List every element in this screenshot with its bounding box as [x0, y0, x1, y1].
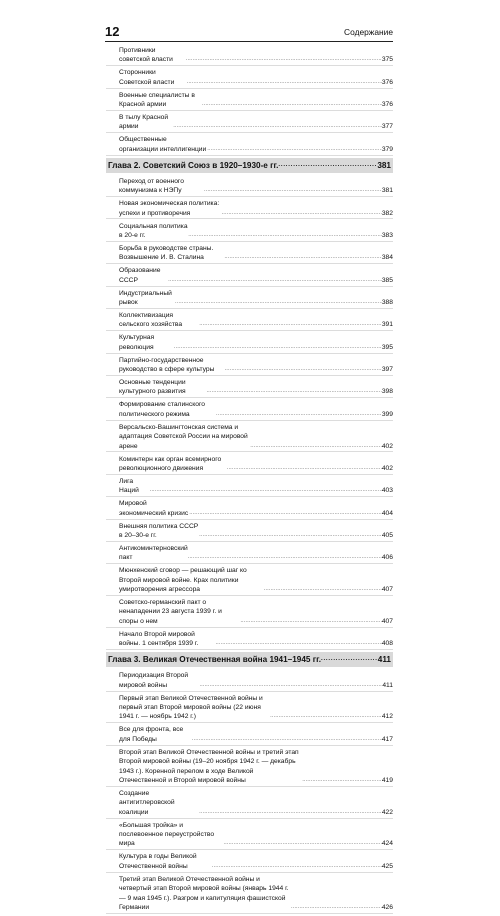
- dot-leader: [216, 410, 382, 419]
- entry-page: 379: [381, 145, 393, 153]
- dot-leader: [199, 808, 382, 817]
- toc-entry[interactable]: [106, 821, 393, 851]
- toc-entry[interactable]: [106, 199, 393, 219]
- chapter-page: 411: [377, 655, 391, 665]
- entry-page: 411: [382, 681, 393, 689]
- dot-leader: [168, 276, 382, 285]
- toc-entry[interactable]: [106, 311, 393, 331]
- entry-title: Культура в годы Великой Отечественной войны: [119, 853, 197, 870]
- dot-leader: [189, 509, 382, 518]
- dot-leader: [192, 735, 382, 744]
- dot-leader: [200, 681, 383, 690]
- toc-entry[interactable]: [106, 725, 393, 745]
- entry-page: 395: [381, 343, 393, 351]
- page-number: 12: [105, 24, 120, 39]
- entry-title: Коминтерн как орган всемирного революционного движения: [119, 455, 222, 472]
- dot-leader: [216, 639, 382, 648]
- toc-entry[interactable]: [106, 423, 393, 453]
- entry-page: 412: [381, 713, 393, 721]
- dot-leader: [224, 253, 381, 262]
- dot-leader: [250, 442, 381, 451]
- entry-page: 391: [381, 321, 393, 329]
- entry-title: Формирование сталинского политического режима: [119, 401, 205, 418]
- entry-page: 417: [381, 735, 393, 743]
- entry-page: 406: [381, 554, 393, 562]
- table-of-contents: [106, 46, 393, 916]
- entry-page: 385: [381, 276, 393, 284]
- dot-leader: [225, 365, 382, 374]
- toc-entry[interactable]: [106, 544, 393, 564]
- entry-title: Третий этап Великой Отечественной войны и четвертый этап Второй мировой войны (январь 1944 г. — 9 мая 1945 г.). Разгром и капитуляция фашистской Германии: [119, 875, 289, 911]
- toc-entry[interactable]: [106, 694, 393, 724]
- dot-leader: [204, 186, 382, 195]
- dot-leader: [174, 343, 382, 352]
- dot-leader: [207, 145, 381, 154]
- entry-title: Антикоминтерновский пакт: [119, 544, 188, 562]
- toc-entry[interactable]: [106, 671, 393, 691]
- toc-entry[interactable]: [106, 852, 393, 872]
- entry-title: Образование СССР: [119, 267, 161, 284]
- entry-page: 425: [381, 862, 393, 870]
- dot-leader: [175, 298, 382, 307]
- entry-page: 405: [381, 532, 393, 539]
- page-header: [105, 24, 393, 42]
- toc-entry[interactable]: [106, 135, 393, 155]
- entry-page: 383: [381, 231, 393, 239]
- dot-leader: [278, 160, 377, 171]
- dot-leader: [264, 585, 382, 594]
- toc-entry[interactable]: [106, 400, 393, 420]
- dot-leader: [270, 712, 382, 721]
- entry-page: 382: [381, 209, 393, 217]
- entry-page: 377: [381, 123, 393, 131]
- toc-entry[interactable]: [106, 113, 393, 133]
- entry-title: Второй этап Великой Отечественной войны и третий этап Второй мировой войны (19–20 ноября 1942 г. — декабрь 1943 г.). Коренной перелом в ходе Великой Отечественной и Второй мировой войны: [119, 748, 299, 784]
- entry-page: 404: [381, 509, 393, 517]
- entry-page: 388: [381, 299, 393, 306]
- entry-title: Социальная политика в 20-е гг.: [119, 222, 188, 239]
- entry-page: 381: [381, 187, 393, 195]
- dot-leader: [199, 531, 382, 540]
- dot-leader: [212, 862, 382, 871]
- dot-leader: [222, 209, 382, 218]
- entry-title: Основные тенденции культурного развития: [119, 379, 186, 396]
- toc-entry[interactable]: [106, 289, 393, 309]
- entry-page: 397: [381, 366, 393, 374]
- toc-entry[interactable]: [106, 378, 393, 398]
- dot-leader: [291, 903, 382, 912]
- chapter-page: 381: [377, 160, 391, 170]
- entry-page: 407: [381, 586, 393, 594]
- toc-entry[interactable]: [106, 499, 393, 519]
- entry-page: 422: [381, 808, 393, 816]
- entry-title: Сторонники Советской власти: [119, 69, 175, 86]
- entry-page: 419: [381, 776, 393, 784]
- toc-entry[interactable]: [106, 266, 393, 286]
- entry-title: Все для фронта, все для Победы: [119, 726, 184, 743]
- toc-entry[interactable]: [106, 68, 393, 88]
- entry-page: 376: [381, 101, 393, 109]
- entry-page: 402: [381, 464, 393, 472]
- dot-leader: [186, 55, 382, 64]
- toc-entry[interactable]: [106, 875, 393, 914]
- dot-leader: [207, 387, 382, 396]
- entry-title: «Большая тройка» и послевоенное переустройство мира: [119, 821, 215, 848]
- dot-leader: [187, 78, 382, 87]
- entry-title: Коллективизация сельского хозяйства: [119, 311, 183, 329]
- entry-title: Переход от военного коммунизма к НЭПу: [119, 177, 184, 195]
- toc-entry[interactable]: [106, 356, 393, 376]
- entry-page: 376: [381, 78, 393, 86]
- dot-leader: [173, 122, 381, 131]
- entry-title: Мировой экономический кризис: [119, 500, 189, 517]
- entry-title: Военные специалисты в Красной армии: [119, 91, 195, 109]
- toc-entry[interactable]: [106, 91, 393, 111]
- entry-page: 398: [381, 388, 393, 396]
- entry-title: Культурная революция: [119, 334, 155, 351]
- entry-page: 407: [381, 617, 393, 625]
- toc-entry[interactable]: [106, 477, 393, 497]
- entry-page: 375: [381, 56, 393, 64]
- entry-page: 384: [381, 254, 393, 262]
- entry-page: 403: [381, 487, 393, 495]
- running-head: Содержание: [344, 27, 393, 37]
- entry-title: Первый этап Великой Отечественной войны и первый этап Второй мировой войны (22 июня 1941 г. — ноябрь 1942 г.): [119, 694, 263, 721]
- toc-entry[interactable]: [106, 222, 393, 242]
- entry-title: Периодизация Второй мировой войны: [119, 672, 189, 689]
- entry-title: Советско-германский пакт о ненападении 23 августа 1939 г. и споры о нем: [119, 599, 222, 625]
- toc-entry[interactable]: [106, 455, 393, 475]
- entry-title: Внешняя политика СССР в 20–30-е гг.: [119, 522, 199, 539]
- entry-title: Противники советской власти: [119, 47, 173, 64]
- toc-entry[interactable]: [106, 333, 393, 353]
- toc-entry[interactable]: [106, 789, 393, 819]
- toc-entry[interactable]: [106, 598, 393, 628]
- toc-entry[interactable]: [106, 46, 393, 66]
- entry-title: Лига Наций: [119, 477, 139, 495]
- toc-entry[interactable]: [106, 566, 393, 596]
- dot-leader: [188, 231, 381, 240]
- entry-title: Общественные организации интеллигенции: [119, 136, 207, 153]
- chapter-title: Глава 2. Советский Союз в 1920–1930-е гг.: [108, 160, 279, 170]
- dot-leader: [240, 617, 381, 626]
- toc-entry[interactable]: [106, 630, 393, 650]
- chapter-heading[interactable]: [106, 158, 393, 173]
- chapter-heading[interactable]: [106, 652, 393, 667]
- dot-leader: [302, 776, 382, 785]
- entry-title: Новая экономическая политика: успехи и противоречия: [119, 200, 220, 217]
- dot-leader: [321, 654, 378, 665]
- entry-page: 408: [381, 640, 393, 648]
- toc-entry[interactable]: [106, 748, 393, 787]
- dot-leader: [199, 320, 381, 329]
- toc-entry[interactable]: [106, 244, 393, 264]
- dot-leader: [188, 553, 382, 562]
- dot-leader: [227, 464, 382, 473]
- toc-entry[interactable]: [106, 522, 393, 542]
- entry-title: Версальско-Вашингтонская система и адаптация Советской России на мировой арене: [119, 423, 248, 450]
- entry-title: Борьба в руководстве страны. Возвышение И. В. Сталина: [119, 244, 214, 262]
- entry-page: 424: [381, 840, 393, 848]
- entry-page: 426: [381, 903, 393, 911]
- toc-entry[interactable]: [106, 177, 393, 197]
- dot-leader: [150, 486, 382, 495]
- entry-page: 399: [381, 410, 393, 418]
- dot-leader: [202, 100, 382, 109]
- chapter-title: Глава 3. Великая Отечественная война 1941–1945 гг.: [108, 655, 321, 665]
- dot-leader: [224, 839, 382, 848]
- entry-title: Индустриальный рывок: [119, 289, 172, 306]
- entry-title: Начало Второй мировой войны. 1 сентября 1939 г.: [119, 630, 199, 648]
- entry-title: Создание антигитлеровской коалиции: [119, 789, 175, 816]
- entry-title: Мюнхенский сговор — решающий шаг ко Второй мировой войне. Крах политики умиротворения агрессора: [119, 567, 247, 594]
- entry-title: В тылу Красной армии: [119, 114, 169, 131]
- entry-title: Партийно-государственное руководство в сфере культуры: [119, 356, 215, 374]
- entry-page: 402: [381, 442, 393, 450]
